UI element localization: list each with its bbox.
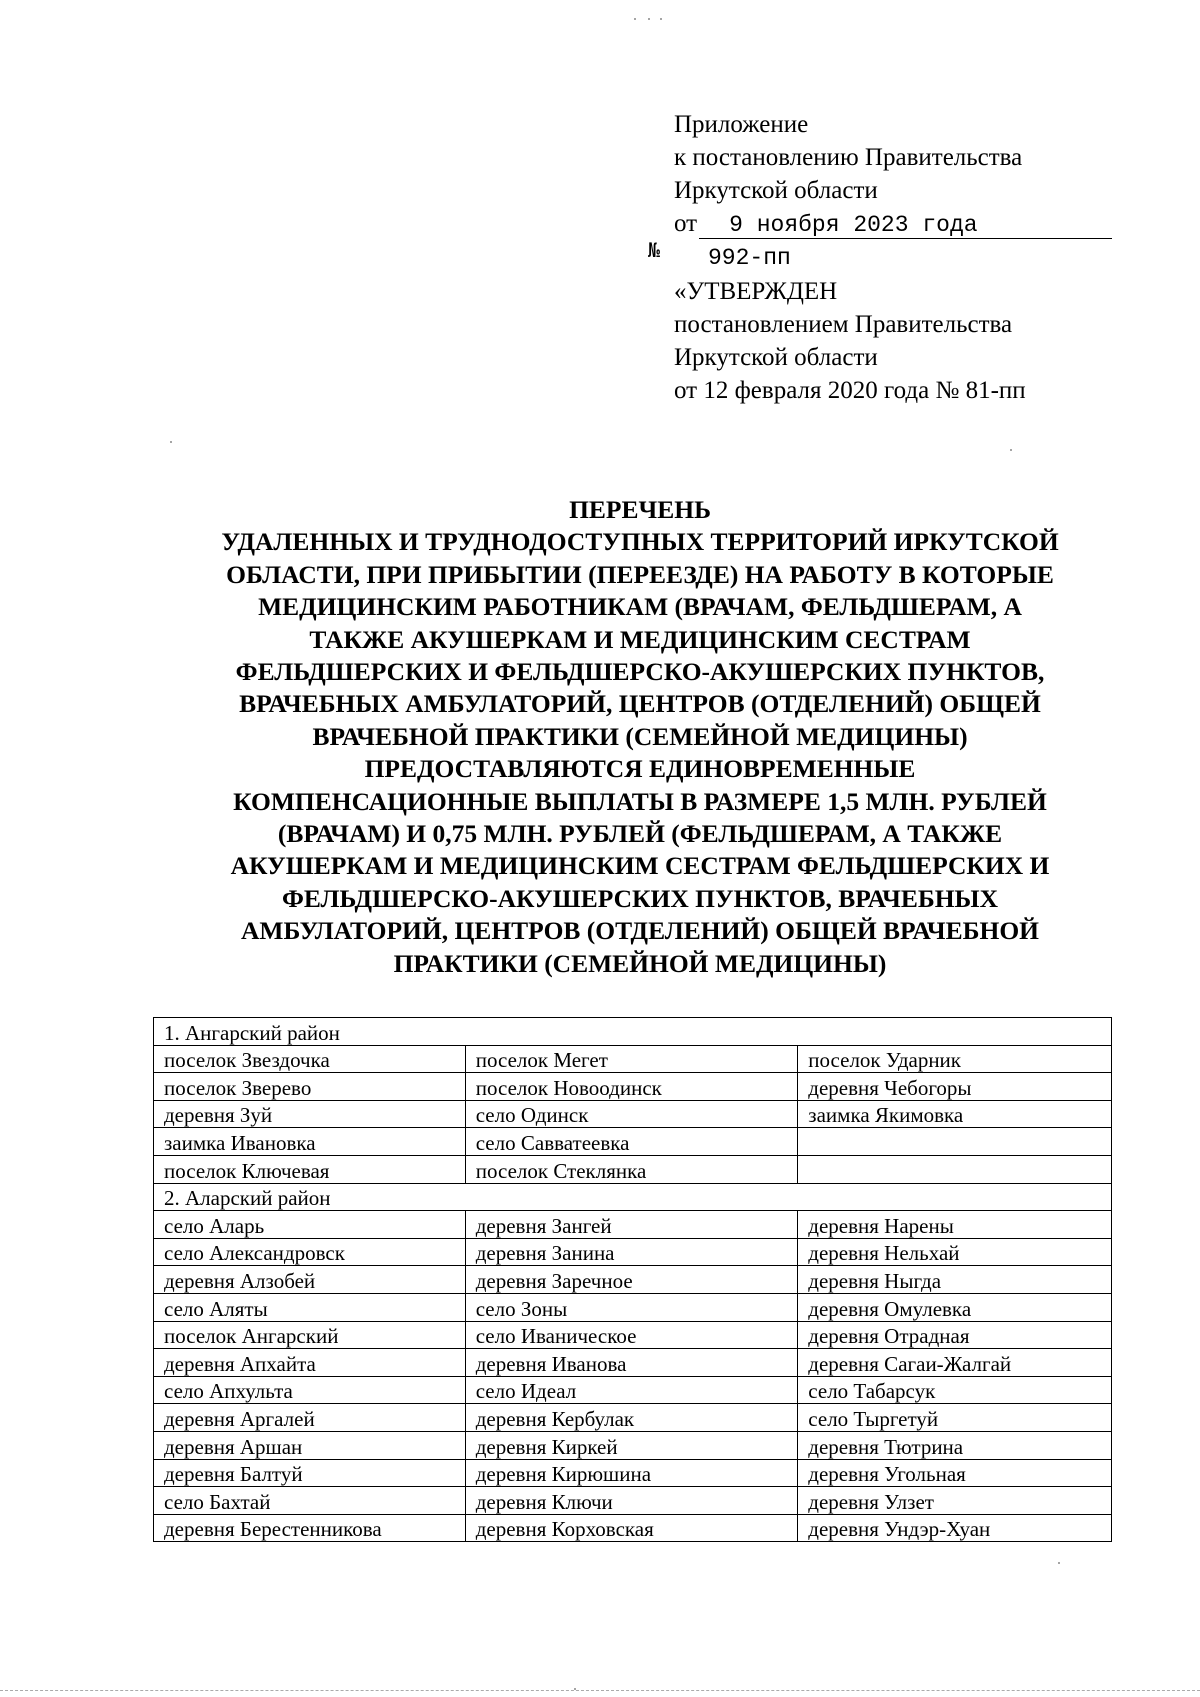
settlement-cell: село Идеал [465,1376,798,1404]
table-row [154,1045,1112,1073]
settlement-cell: деревня Киркей [465,1431,798,1459]
title-line: ОБЛАСТИ, ПРИ ПРИБЫТИИ (ПЕРЕЕЗДЕ) НА РАБОТУ В КОТОРЫЕ [226,559,1054,589]
document-title [150,494,1130,980]
scan-speck [1058,1562,1060,1564]
settlement-cell: деревня Алзобей [154,1266,466,1294]
settlement-cell [798,1155,1112,1183]
appendix-resolution-line: к постановлению Правительства [674,144,1023,171]
appendix-region-line: Иркутской области [674,177,878,204]
settlement-cell: деревня Зангей [465,1211,798,1239]
table-row [154,1266,1112,1294]
title-line: ТАКЖЕ АКУШЕРКАМ И МЕДИЦИНСКИМ СЕСТРАМ [309,624,971,654]
settlement-cell: заимка Якимовка [798,1100,1112,1128]
scan-speck [660,18,662,20]
scan-speck [648,18,650,20]
settlement-cell: деревня Ныгда [798,1266,1112,1294]
table-row [154,1073,1112,1101]
settlement-cell: деревня Апхайта [154,1349,466,1377]
settlement-cell: деревня Омулевка [798,1293,1112,1321]
scan-speck [634,18,636,20]
settlement-cell: поселок Зверево [154,1073,466,1101]
settlement-cell: поселок Мегет [465,1045,798,1073]
appendix-number-line [648,238,1114,275]
settlement-cell: деревня Улзет [798,1487,1112,1515]
settlement-cell: деревня Чебогоры [798,1073,1112,1101]
settlement-cell: деревня Аршан [154,1431,466,1459]
table-row [154,1431,1112,1459]
date-prefix: от [674,210,698,237]
number-value: 992-пп [708,245,791,271]
scan-speck [1010,449,1012,451]
settlement-cell: деревня Ключи [465,1487,798,1515]
date-value: 9 ноября 2023 года [699,212,1112,239]
district-heading-row [154,1018,1112,1046]
settlement-cell: деревня Нельхай [798,1238,1112,1266]
settlement-cell: поселок Ударник [798,1045,1112,1073]
settlement-cell: поселок Ключевая [154,1155,466,1183]
table-row [154,1349,1112,1377]
approved-date-number-line: от 12 февраля 2020 года № 81-пп [674,377,1026,404]
settlement-cell: село Бахтай [154,1487,466,1515]
table-row [154,1321,1112,1349]
title-line: ПЕРЕЧЕНЬ [569,495,711,524]
scan-speck [170,441,172,443]
settlement-cell: заимка Ивановка [154,1128,466,1156]
settlement-cell: деревня Иванова [465,1349,798,1377]
settlement-cell: деревня Кербулак [465,1404,798,1432]
title-line: АКУШЕРКАМ И МЕДИЦИНСКИМ СЕСТРАМ ФЕЛЬДШЕРСКИХ И [230,851,1050,881]
table-row [154,1459,1112,1487]
settlement-cell: село Александровск [154,1238,466,1266]
table-row [154,1211,1112,1239]
table-row [154,1128,1112,1156]
settlement-cell: деревня Угольная [798,1459,1112,1487]
territories-table-body [154,1018,1112,1542]
settlement-cell: село Одинск [465,1100,798,1128]
settlement-cell: деревня Кирюшина [465,1459,798,1487]
settlement-cell: деревня Отрадная [798,1321,1112,1349]
title-line: АМБУЛАТОРИЙ, ЦЕНТРОВ (ОТДЕЛЕНИЙ) ОБЩЕЙ ВРАЧЕБНОЙ [241,916,1039,946]
appendix-date-line [674,207,1114,240]
settlement-cell: деревня Ундэр-Хуан [798,1514,1112,1542]
settlement-cell: деревня Берестенникова [154,1514,466,1542]
settlement-cell: деревня Нарены [798,1211,1112,1239]
settlement-cell: село Табарсук [798,1376,1112,1404]
settlement-cell: село Иваническое [465,1321,798,1349]
number-sign: № [648,238,661,262]
district-heading-row [154,1183,1112,1211]
table-row [154,1514,1112,1542]
settlement-cell: деревня Занина [465,1238,798,1266]
settlement-cell: поселок Звездочка [154,1045,466,1073]
settlement-cell: село Савватеевка [465,1128,798,1156]
settlement-cell: село Тыргетуй [798,1404,1112,1432]
settlement-cell: село Аляты [154,1293,466,1321]
table-row [154,1293,1112,1321]
settlement-cell: поселок Ангарский [154,1321,466,1349]
title-line: ВРАЧЕБНОЙ ПРАКТИКИ (СЕМЕЙНОЙ МЕДИЦИНЫ) [312,721,968,751]
title-line: ВРАЧЕБНЫХ АМБУЛАТОРИЙ, ЦЕНТРОВ (ОТДЕЛЕНИЙ) ОБЩЕЙ [239,689,1041,719]
appendix-label: Приложение [674,111,809,138]
settlement-cell: село Зоны [465,1293,798,1321]
table-row [154,1487,1112,1515]
approved-label: «УТВЕРЖДЕН [674,278,838,305]
settlement-cell: село Аларь [154,1211,466,1239]
scan-bottom-edge [0,1690,1200,1691]
settlement-cell: деревня Балтуй [154,1459,466,1487]
territories-table [153,1017,1112,1542]
table-row [154,1155,1112,1183]
title-line: КОМПЕНСАЦИОННЫЕ ВЫПЛАТЫ В РАЗМЕРЕ 1,5 МЛН. РУБЛЕЙ [233,786,1047,816]
settlement-cell: деревня Сагаи-Жалгай [798,1349,1112,1377]
approved-region-line: Иркутской области [674,344,878,371]
title-line: ФЕЛЬДШЕРСКИХ И ФЕЛЬДШЕРСКО-АКУШЕРСКИХ ПУНКТОВ, [235,657,1045,687]
district-heading: 2. Аларский район [154,1183,1112,1211]
title-line: УДАЛЕННЫХ И ТРУДНОДОСТУПНЫХ ТЕРРИТОРИЙ ИРКУТСКОЙ [221,527,1059,557]
settlement-cell [798,1128,1112,1156]
settlement-cell: деревня Корховская [465,1514,798,1542]
title-line: МЕДИЦИНСКИМ РАБОТНИКАМ (ВРАЧАМ, ФЕЛЬДШЕРАМ, А [258,592,1022,622]
approved-resolution-line: постановлением Правительства [674,311,1013,338]
table-row [154,1376,1112,1404]
settlement-cell: деревня Аргалей [154,1404,466,1432]
approval-block [648,108,1114,407]
settlement-cell: село Апхульта [154,1376,466,1404]
title-line: ПРАКТИКИ (СЕМЕЙНОЙ МЕДИЦИНЫ) [393,948,887,978]
settlement-cell: деревня Заречное [465,1266,798,1294]
title-line: ФЕЛЬДШЕРСКО-АКУШЕРСКИХ ПУНКТОВ, ВРАЧЕБНЫХ [281,883,999,913]
settlement-cell: поселок Новоодинск [465,1073,798,1101]
table-row [154,1404,1112,1432]
settlement-cell: деревня Зуй [154,1100,466,1128]
title-line: ПРЕДОСТАВЛЯЮТСЯ ЕДИНОВРЕМЕННЫЕ [364,754,916,784]
title-line: (ВРАЧАМ) И 0,75 МЛН. РУБЛЕЙ (ФЕЛЬДШЕРАМ, А ТАКЖЕ [277,819,1003,849]
table-row [154,1238,1112,1266]
table-row [154,1100,1112,1128]
district-heading: 1. Ангарский район [154,1018,1112,1046]
settlement-cell: деревня Тютрина [798,1431,1112,1459]
settlement-cell: поселок Стеклянка [465,1155,798,1183]
